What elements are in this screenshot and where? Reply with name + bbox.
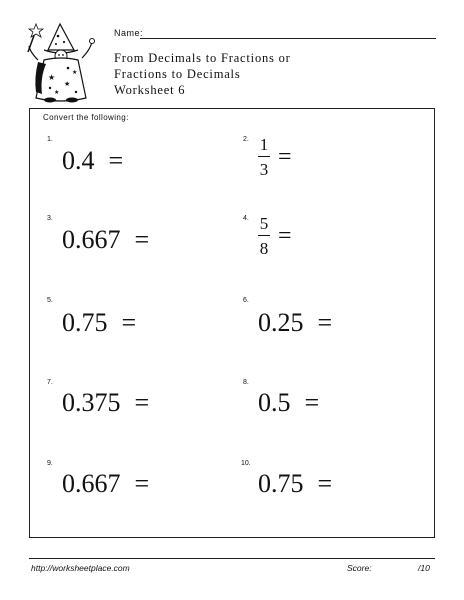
problem-number: 2.	[243, 136, 249, 143]
problem-1-expression	[62, 148, 123, 174]
problem-number: 6.	[243, 297, 249, 304]
title-line-3: Worksheet 6	[114, 83, 186, 97]
equals-sign: =	[108, 146, 124, 175]
problem-number: 4.	[243, 215, 249, 222]
problem-5-expression	[62, 310, 136, 336]
score-total: /10	[418, 563, 430, 573]
numerator: 5	[259, 214, 269, 233]
problem-number: 3.	[47, 215, 53, 222]
problem-3-expression	[62, 227, 149, 253]
equals-sign: =	[304, 388, 320, 417]
problem-number: 9.	[47, 460, 53, 467]
problem-value: 0.667	[62, 225, 121, 254]
fraction-bar	[258, 235, 270, 236]
fraction	[258, 215, 270, 257]
name-label: Name:	[114, 28, 144, 38]
equals-sign: =	[134, 388, 150, 417]
problem-value: 0.25	[258, 308, 304, 337]
equals-sign: =	[121, 308, 137, 337]
problem-value: 0.4	[62, 146, 95, 175]
fraction-bar	[258, 156, 270, 157]
footer-url: http://worksheetplace.com	[31, 563, 130, 573]
problem-value: 0.375	[62, 388, 121, 417]
equals-sign: =	[134, 225, 150, 254]
score-label: Score:	[347, 563, 372, 573]
wizard-illustration	[20, 22, 102, 104]
equals-sign: =	[317, 308, 333, 337]
equals-sign: =	[278, 143, 292, 170]
name-underline	[140, 38, 436, 39]
problem-9-expression	[62, 471, 149, 497]
fraction	[258, 136, 270, 178]
title-line-2: Fractions to Decimals	[114, 67, 241, 81]
problem-value: 0.75	[62, 308, 108, 337]
problem-value: 0.5	[258, 388, 291, 417]
problem-value: 0.667	[62, 469, 121, 498]
equals-sign: =	[134, 469, 150, 498]
problem-2-expression	[258, 136, 292, 178]
svg-text:★: ★	[54, 90, 60, 96]
svg-text:★: ★	[72, 70, 78, 76]
problem-10-expression	[258, 471, 332, 497]
svg-text:★: ★	[48, 73, 56, 82]
svg-text:★: ★	[64, 80, 71, 88]
equals-sign: =	[278, 222, 292, 249]
problem-number: 5.	[47, 297, 53, 304]
worksheet-title	[114, 50, 291, 98]
equals-sign: =	[317, 469, 333, 498]
denominator: 3	[259, 160, 269, 179]
problem-number: 10.	[241, 460, 251, 467]
problem-number: 7.	[47, 379, 53, 386]
problem-6-expression	[258, 310, 332, 336]
denominator: 8	[259, 239, 269, 258]
problem-number: 1.	[47, 136, 53, 143]
title-line-1: From Decimals to Fractions or	[114, 51, 291, 65]
problem-number: 8.	[243, 379, 249, 386]
problem-value: 0.75	[258, 469, 304, 498]
problem-7-expression	[62, 390, 149, 416]
numerator: 1	[259, 135, 269, 154]
problem-8-expression	[258, 390, 319, 416]
instructions: Convert the following:	[43, 113, 129, 122]
problem-4-expression	[258, 215, 292, 257]
footer-divider	[29, 558, 435, 559]
